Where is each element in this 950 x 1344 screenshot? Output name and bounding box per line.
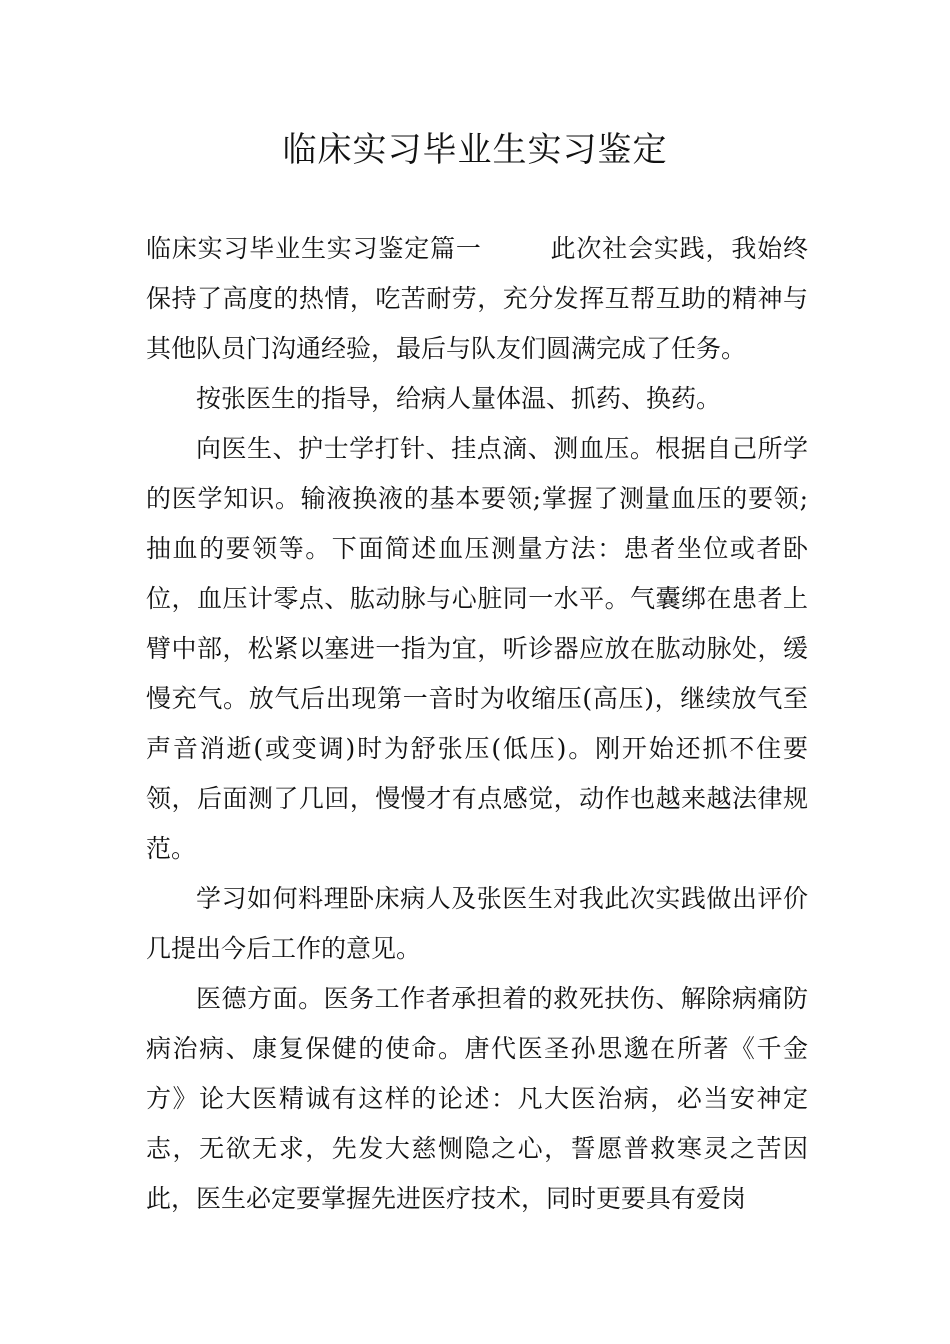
- paragraph-1: [146, 224, 808, 374]
- paragraph-2: 按张医生的指导，给病人量体温、抓药、换药。: [196, 384, 722, 413]
- page-title: 临床实习毕业生实习鉴定: [282, 130, 668, 170]
- paragraph-1-text: 此次社会实践，我始终保持了高度的热情，吃苦耐劳，充分发挥互帮互助的精神与其他队员门沟通经验，最后与队友们圆满完成了任务。: [146, 234, 808, 363]
- section-heading: 临床实习毕业生实习鉴定篇一: [146, 234, 482, 263]
- paragraph-3: 向医生、护士学打针、挂点滴、测血压。根据自己所学的医学知识。输液换液的基本要领;掌握了测量血压的要领;抽血的要领等。下面简述血压测量方法：患者坐位或者卧位，血压计零点、肱动脉与心脏同一水平。气囊绑在患者上臂中部，松紧以塞进一指为宜，听诊器应放在肱动脉处，缓慢充气。放气后出现第一音时为收缩压(高压)，继续放气至声音消逝(或变调)时为舒张压(低压)。刚开始还抓不住要领，后面测了几回，慢慢才有点感觉，动作也越来越法律规范。: [146, 434, 808, 863]
- paragraph-4: 学习如何料理卧床病人及张医生对我此次实践做出评价几提出今后工作的意见。: [146, 884, 808, 963]
- paragraph-5: 医德方面。医务工作者承担着的救死扶伤、解除病痛防病治病、康复保健的使命。唐代医圣孙思邈在所著《千金方》论大医精诚有这样的论述：凡大医治病，必当安神定志，无欲无求，先发大慈恻隐之心，誓愿普救寒灵之苦因此，医生必定要掌握先进医疗技术，同时更要具有爱岗: [146, 984, 808, 1213]
- document-body: [146, 224, 808, 1224]
